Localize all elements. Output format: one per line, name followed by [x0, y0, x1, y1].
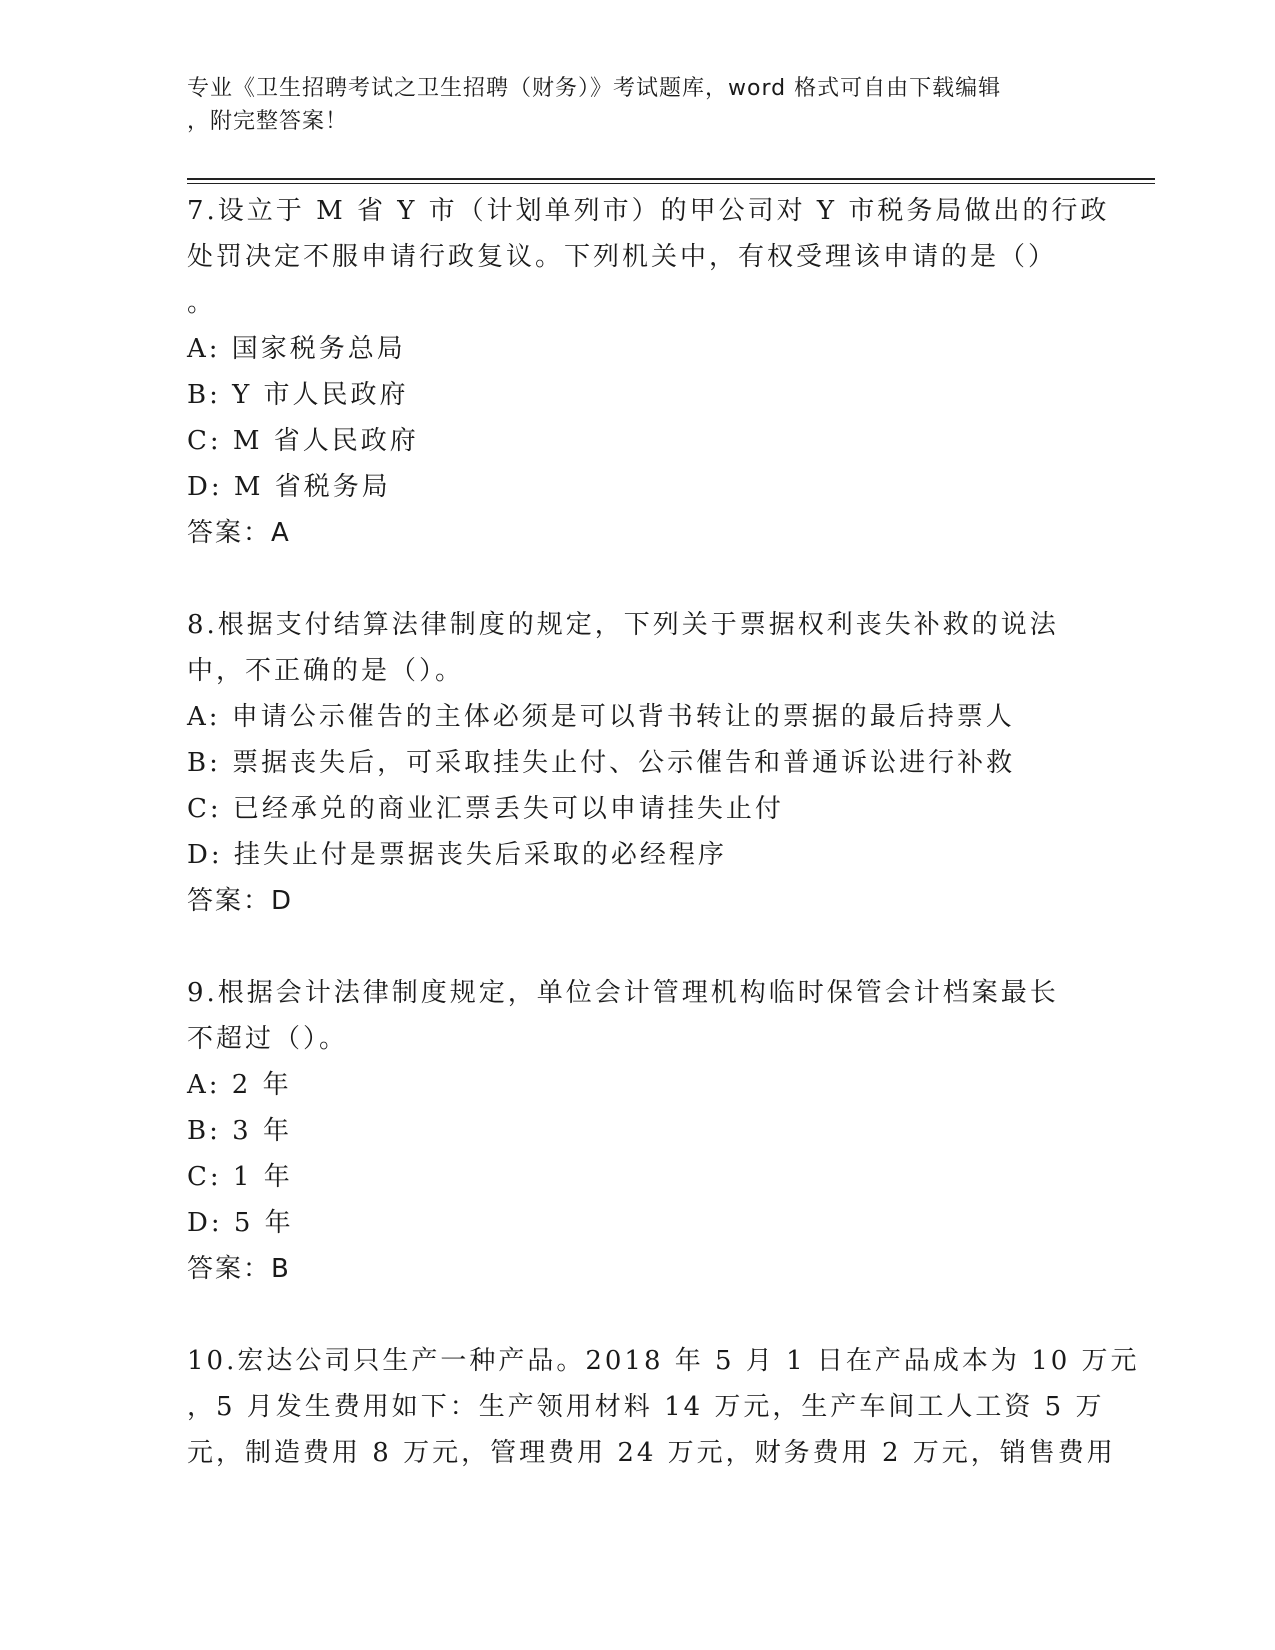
question-text-line: 10.宏达公司只生产一种产品。2018 年 5 月 1 日在产品成本为 10 万元	[187, 1346, 1140, 1376]
question-8-option-a: A: 申请公示催告的主体必须是可以背书转让的票据的最后持票人	[187, 702, 1015, 732]
header-rule-thick	[187, 178, 1155, 180]
question-9-option-a: A: 2 年	[187, 1070, 292, 1100]
question-text-line: 中，不正确的是（）。	[187, 656, 465, 686]
spacer	[187, 1292, 1087, 1338]
header-rule-thin	[187, 183, 1155, 184]
question-7-option-b: B: Y 市人民政府	[187, 380, 409, 410]
question-9-option-c: C: 1 年	[187, 1162, 293, 1192]
question-10-text	[187, 1338, 1140, 1476]
question-text-line: 元，制造费用 8 万元，管理费用 24 万元，财务费用 2 万元，销售费用	[187, 1438, 1116, 1468]
question-9-option-d: D: 5 年	[187, 1208, 294, 1238]
header-line-1: 专业《卫生招聘考试之卫生招聘（财务）》考试题库，word 格式可自由下载编辑	[187, 76, 1002, 101]
spacer	[187, 556, 1087, 602]
question-10	[187, 1338, 1140, 1476]
question-8-answer: 答案：D	[187, 886, 294, 916]
header-line-2: ，附完整答案！	[187, 109, 349, 134]
question-9-text	[187, 970, 1087, 1062]
question-8	[187, 602, 1087, 924]
question-text-line: 8.根据支付结算法律制度的规定，下列关于票据权利丧失补救的说法	[187, 610, 1059, 640]
question-list	[187, 188, 1140, 1476]
document-header	[187, 72, 1067, 138]
question-text-line: 不超过（）。	[187, 1024, 349, 1054]
question-7	[187, 188, 1110, 556]
question-9-answer: 答案：B	[187, 1254, 291, 1284]
question-8-option-c: C: 已经承兑的商业汇票丢失可以申请挂失止付	[187, 794, 784, 824]
question-text-line: ，5 月发生费用如下：生产领用材料 14 万元，生产车间工人工资 5 万	[187, 1392, 1105, 1422]
question-text-line: 处罚决定不服申请行政复议。下列机关中，有权受理该申请的是（）	[187, 242, 1058, 272]
question-7-option-a: A: 国家税务总局	[187, 334, 406, 364]
question-text-line: 9.根据会计法律制度规定，单位会计管理机构临时保管会计档案最长	[187, 978, 1059, 1008]
question-9	[187, 970, 1087, 1292]
question-8-option-d: D: 挂失止付是票据丧失后采取的必经程序	[187, 840, 727, 870]
question-7-text	[187, 188, 1110, 326]
question-7-option-c: C: M 省人民政府	[187, 426, 419, 456]
question-9-option-b: B: 3 年	[187, 1116, 292, 1146]
question-text-line: 7.设立于 M 省 Y 市（计划单列市）的甲公司对 Y 市税务局做出的行政	[187, 196, 1110, 226]
question-8-option-b: B: 票据丧失后，可采取挂失止付、公示催告和普通诉讼进行补救	[187, 748, 1016, 778]
question-7-option-d: D: M 省税务局	[187, 472, 391, 502]
spacer	[187, 924, 1087, 970]
question-8-text	[187, 602, 1087, 694]
question-7-answer: 答案：A	[187, 518, 291, 548]
question-text-line: 。	[187, 288, 217, 318]
